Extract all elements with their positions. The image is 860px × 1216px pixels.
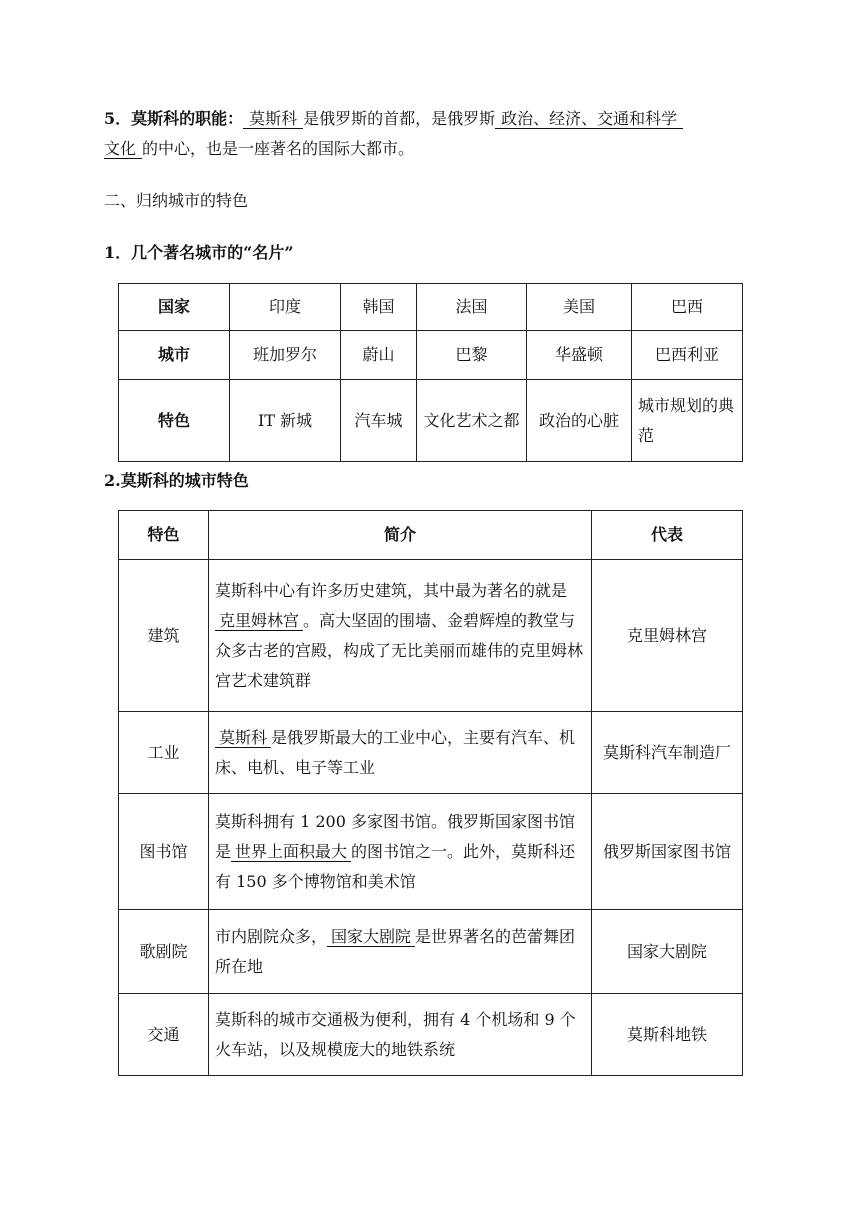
feature-cell: 汽车城: [341, 380, 417, 462]
intro-answer: 克里姆林宫: [215, 611, 303, 631]
p5-blank1-text: 莫斯科: [249, 109, 298, 128]
country-cell: 印度: [230, 284, 341, 331]
feature-cell: 城市规划的典范: [632, 380, 743, 462]
intro-answer: 莫斯科: [215, 728, 271, 748]
intro-cell: [209, 794, 592, 910]
feature-cell: 图书馆: [119, 794, 209, 910]
header-representative: 代表: [592, 511, 743, 560]
intro-text: 莫斯科拥有 1 200 多家图书馆。俄罗斯国家图书馆是: [215, 811, 575, 861]
intro-text: 市内剧院众多，: [215, 926, 328, 946]
feature-cell: 交通: [119, 994, 209, 1076]
header-feature: 特色: [119, 511, 209, 560]
feature-cell: 政治的心脏: [527, 380, 632, 462]
intro-cell: [209, 910, 592, 994]
moscow-features-table: [118, 510, 743, 1076]
table-row: [119, 910, 743, 994]
paragraph-moscow-function: [104, 104, 764, 164]
p5-blank2-line2: 文化: [104, 139, 137, 158]
subsection-title-moscow-features: 2.莫斯科的城市特色: [104, 471, 249, 490]
city-cell: 蔚山: [341, 331, 417, 380]
city-cell: 巴黎: [417, 331, 527, 380]
table-row: [119, 794, 743, 910]
p5-lead: 5．莫斯科的职能：: [104, 109, 244, 128]
country-cell: 巴西: [632, 284, 743, 331]
intro-cell: [209, 560, 592, 712]
table-row: [119, 380, 743, 462]
table-row: [119, 331, 743, 380]
city-cards-table: [118, 283, 743, 462]
table-header-row: [119, 511, 743, 560]
row-header-city: 城市: [119, 331, 230, 380]
representative-cell: 克里姆林宫: [592, 560, 743, 712]
feature-cell: 工业: [119, 712, 209, 794]
p5-blank-center: [495, 109, 683, 129]
country-cell: 法国: [417, 284, 527, 331]
country-cell: 美国: [527, 284, 632, 331]
row-header-feature: 特色: [119, 380, 230, 462]
feature-cell: 建筑: [119, 560, 209, 712]
city-cell: 班加罗尔: [230, 331, 341, 380]
intro-text: 的图书馆之一。此外，莫斯科还有 150 多个博物馆和美术馆: [215, 841, 576, 891]
p5-blank-capital: [243, 109, 303, 129]
intro-text: 是世界著名的芭蕾舞团所在地: [215, 926, 576, 976]
city-cell: 华盛顿: [527, 331, 632, 380]
table-row: [119, 994, 743, 1076]
intro-cell: [209, 712, 592, 794]
representative-cell: 俄罗斯国家图书馆: [592, 794, 743, 910]
row-header-country: 国家: [119, 284, 230, 331]
feature-cell: IT 新城: [230, 380, 341, 462]
feature-cell: 文化艺术之都: [417, 380, 527, 462]
p5-blank2-line1: 政治、经济、交通和科学: [501, 109, 678, 128]
subsection-title-city-cards: 1．几个著名城市的“名片”: [104, 243, 294, 262]
representative-cell: 莫斯科地铁: [592, 994, 743, 1076]
country-cell: 韩国: [341, 284, 417, 331]
intro-text: 莫斯科中心有许多历史建筑，其中最为著名的就是: [215, 580, 568, 600]
representative-cell: 莫斯科汽车制造厂: [592, 712, 743, 794]
section-title: 二、归纳城市的特色: [104, 191, 249, 210]
intro-answer: 国家大剧院: [327, 927, 415, 947]
table-row: [119, 560, 743, 712]
p5-mid: 是俄罗斯的首都，是俄罗斯: [303, 109, 496, 128]
table-row: [119, 712, 743, 794]
p5-blank-center-cont: [104, 139, 142, 159]
header-intro: 简介: [209, 511, 592, 560]
table-row: [119, 284, 743, 331]
intro-text: 莫斯科的城市交通极为便利，拥有 4 个机场和 9 个火车站，以及规模庞大的地铁系统: [215, 1009, 576, 1059]
feature-cell: 歌剧院: [119, 910, 209, 994]
city-cell: 巴西利亚: [632, 331, 743, 380]
intro-text: 。高大坚固的围墙、金碧辉煌的教堂与众多古老的宫殿，构成了无比美丽而雄伟的克里姆林宫艺术建筑群: [215, 610, 584, 690]
intro-text: 是俄罗斯最大的工业中心，主要有汽车、机床、电机、电子等工业: [215, 727, 576, 777]
representative-cell: 国家大剧院: [592, 910, 743, 994]
p5-tail: 的中心，也是一座著名的国际大都市。: [142, 139, 415, 158]
intro-cell: [209, 994, 592, 1076]
intro-answer: 世界上面积最大: [231, 842, 351, 862]
